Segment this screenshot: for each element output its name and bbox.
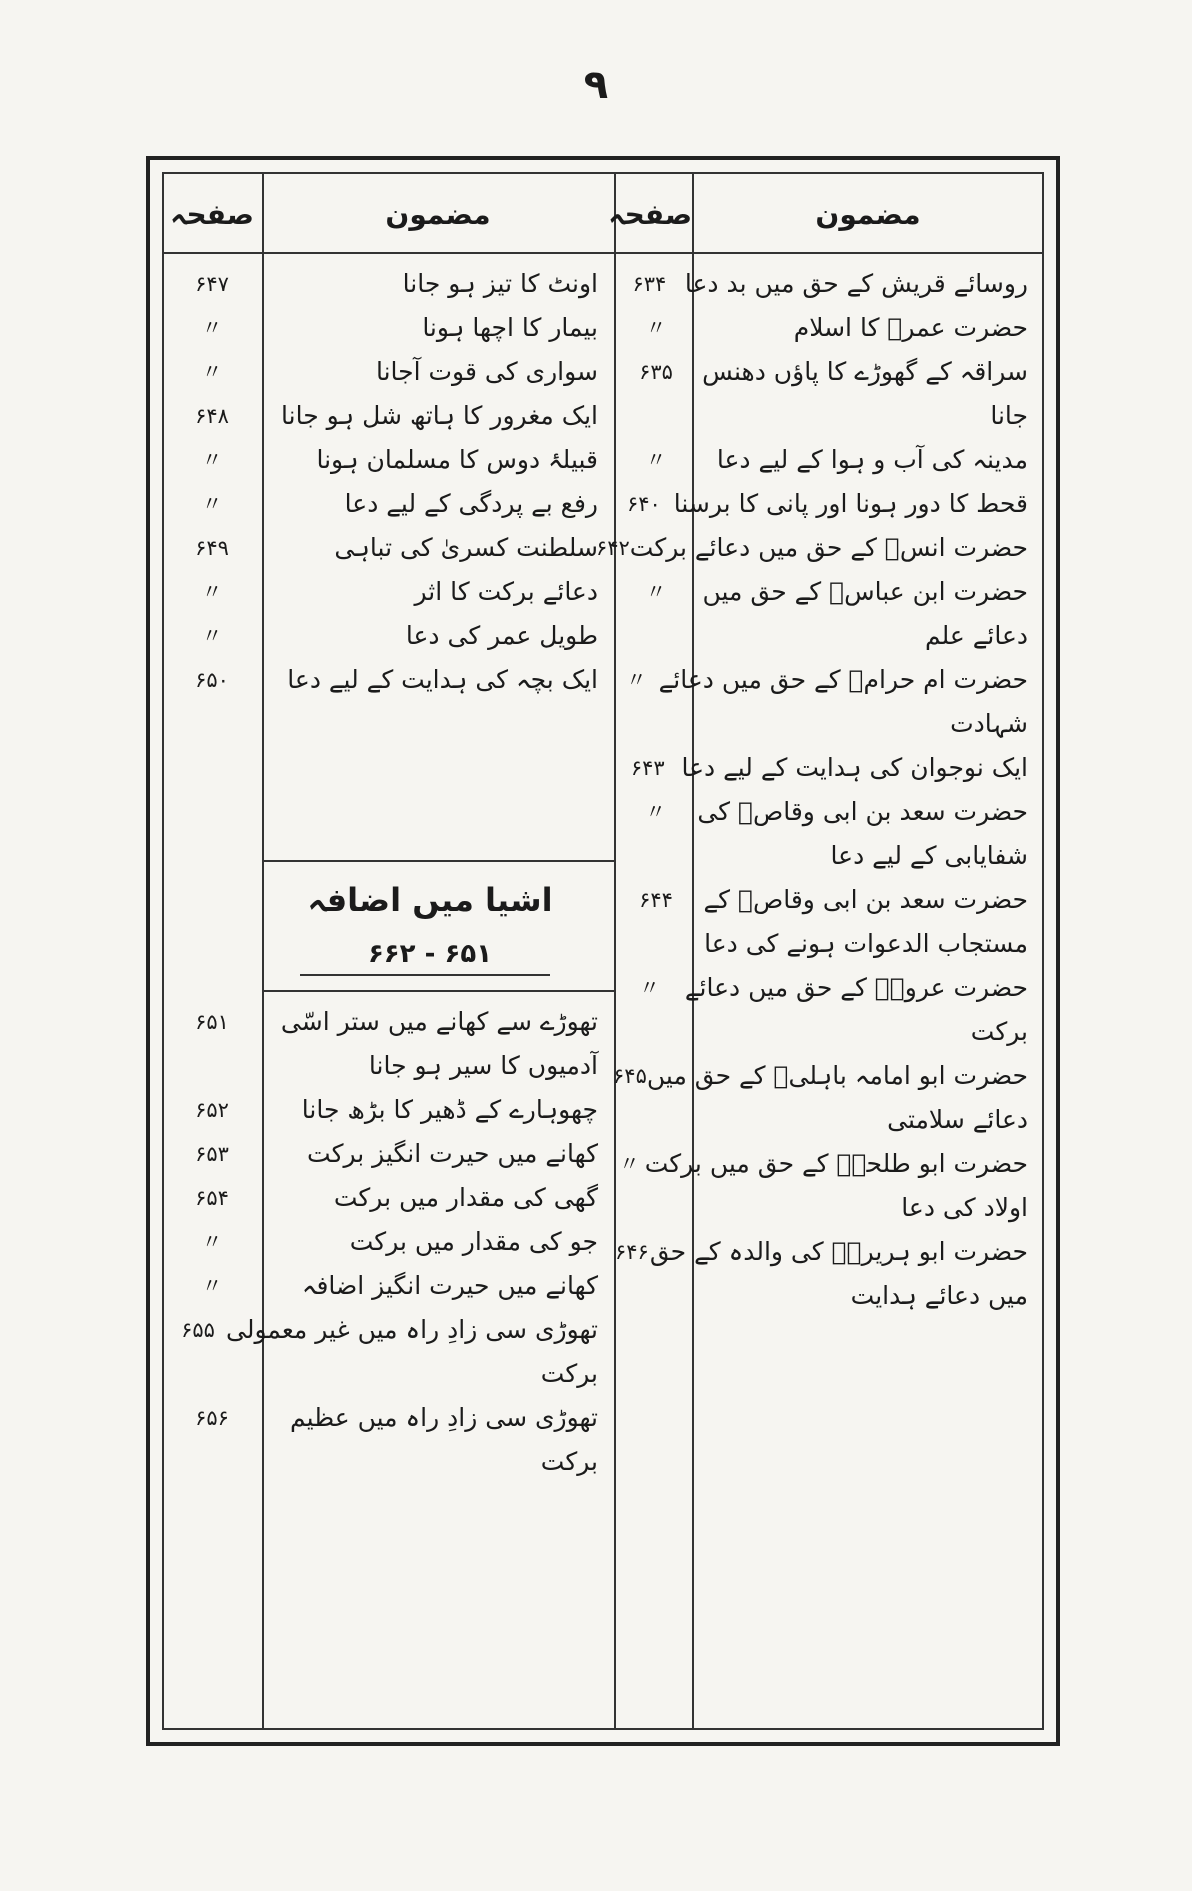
right-column (595, 262, 1036, 1318)
index-row (170, 1176, 606, 1220)
topic: برکت (540, 1359, 598, 1388)
topic: قحط کا دور ہونا اور پانی کا برسنا (673, 489, 1028, 518)
index-row (170, 1308, 606, 1352)
page-ref: 〃 (201, 448, 223, 472)
section-bottom-line (262, 990, 614, 992)
page-ref: ۶۴۷ (195, 272, 229, 296)
topic: چھوہارے کے ڈھیر کا بڑھ جانا (301, 1095, 598, 1124)
topic: رفع بے پردگی کے لیے دعا (344, 489, 598, 518)
index-row (170, 1132, 606, 1176)
page-ref: 〃 (201, 1230, 223, 1254)
topic: شفایابی کے لیے دعا (830, 841, 1028, 870)
topic: کھانے میں حیرت انگیز برکت (307, 1139, 598, 1168)
topic: حضرت سعد بن ابی وقاصؓ کے (703, 885, 1028, 914)
index-row (614, 570, 1036, 614)
page-ref: ۶۵۱ (195, 1010, 229, 1034)
topic: کھانے میں حیرت انگیز اضافہ (301, 1271, 598, 1300)
section-page-range: ۶۵۱ - ۶۶۲ (367, 939, 493, 969)
page-ref: 〃 (201, 580, 223, 604)
page-ref (614, 834, 698, 878)
index-row (614, 790, 1036, 834)
topic: دعائے سلامتی (887, 1105, 1028, 1134)
topic: ایک بچہ کی ہدایت کے لیے دعا (287, 665, 598, 694)
topic: اولاد کی دعا (901, 1193, 1028, 1222)
page-ref (614, 702, 698, 746)
index-row (614, 966, 1036, 1010)
topic: سلطنت کسریٰ کی تباہی (334, 533, 598, 562)
index-row (170, 306, 606, 350)
index-row (614, 614, 1036, 658)
page-ref: 〃 (201, 492, 223, 516)
header-left-page: صفحہ (170, 198, 254, 231)
index-row (614, 1098, 1036, 1142)
page-ref: ۶۴۲ (595, 536, 630, 560)
topic: دعائے علم (924, 621, 1028, 650)
index-row (170, 1440, 606, 1484)
topic: مستجاب الدعوات ہونے کی دعا (704, 929, 1028, 958)
index-row (170, 1220, 606, 1264)
index-row (614, 438, 1036, 482)
page-ref: ۶۵۴ (195, 1186, 229, 1210)
index-row (614, 306, 1036, 350)
index-row (614, 1186, 1036, 1230)
index-row (170, 614, 606, 658)
section-top-line (262, 860, 614, 862)
page-ref: ۶۴۳ (630, 756, 665, 780)
page-ref: 〃 (201, 316, 223, 340)
index-row (170, 350, 606, 394)
topic: جانا (990, 401, 1028, 430)
page-ref (614, 1274, 698, 1318)
page-ref (614, 614, 698, 658)
left-column-bottom (170, 1000, 606, 1484)
page-ref: ۶۴۹ (195, 536, 229, 560)
range-underline (300, 974, 550, 976)
index-row (170, 438, 606, 482)
topic: آدمیوں کا سیر ہو جانا (368, 1051, 598, 1080)
page-ref: 〃 (645, 580, 667, 604)
page-number: ۹ (583, 62, 609, 108)
header-right-page: صفحہ (608, 198, 692, 231)
page-ref: 〃 (638, 976, 660, 1000)
page-ref: 〃 (201, 624, 223, 648)
topic: جو کی مقدار میں برکت (349, 1227, 598, 1256)
topic: برکت (970, 1017, 1028, 1046)
index-row (614, 922, 1036, 966)
topic: حضرت ابو ہریرہؓ کی والدہ کے حق (649, 1237, 1028, 1266)
topic: حضرت ابو طلحہؓ کے حق میں برکت (644, 1149, 1028, 1178)
topic: حضرت عمرؓ کا اسلام (793, 313, 1028, 342)
index-row (170, 394, 606, 438)
left-column-top (170, 262, 606, 702)
page-ref (614, 1010, 698, 1054)
page-ref: ۶۴۵ (613, 1064, 647, 1088)
index-row (170, 1264, 606, 1308)
page-ref (614, 1186, 698, 1230)
topic: حضرت ابو امامہ باہلیؓ کے حق میں (646, 1061, 1028, 1090)
topic: تھوڑی سی زادِ راہ میں غیر معمولی (226, 1315, 598, 1344)
topic: روسائے قریش کے حق میں بد دعا (684, 269, 1028, 298)
page-ref: ۶۵۵ (181, 1318, 215, 1342)
page-ref (614, 1098, 698, 1142)
index-row (170, 658, 606, 702)
index-row (170, 1352, 606, 1396)
topic: تھوڑے سے کھانے میں ستر اسّی (280, 1007, 598, 1036)
topic: برکت (540, 1447, 598, 1476)
page-ref: ۶۴۶ (614, 1240, 649, 1264)
topic: قبیلۂ دوس کا مسلمان ہونا (316, 445, 598, 474)
index-row (614, 746, 1036, 790)
topic: مدینہ کی آب و ہوا کے لیے دعا (716, 445, 1028, 474)
topic: اونٹ کا تیز ہو جانا (402, 269, 598, 298)
topic: حضرت انسؓ کے حق میں دعائے برکت (629, 533, 1028, 562)
topic: سواری کی قوت آجانا (375, 357, 598, 386)
header-left-topic: مضمون (385, 198, 491, 231)
topic: گھی کی مقدار میں برکت (333, 1183, 598, 1212)
page-ref: 〃 (618, 1152, 640, 1176)
topic: حضرت ام حرامؓ کے حق میں دعائے (658, 665, 1028, 694)
index-row (170, 1396, 606, 1440)
page-ref: 〃 (645, 448, 667, 472)
header-underline (162, 252, 1044, 254)
index-row (614, 482, 1036, 526)
page-ref: 〃 (645, 800, 667, 824)
page-ref: ۶۴۴ (639, 888, 673, 912)
page-ref (170, 1440, 254, 1484)
index-row (614, 1142, 1036, 1186)
header-right-topic: مضمون (815, 198, 921, 231)
index-row (170, 570, 606, 614)
topic: حضرت عروہؓ کے حق میں دعائے (684, 973, 1028, 1002)
page-ref (614, 922, 698, 966)
index-row (595, 526, 1036, 570)
topic: ایک مغرور کا ہاتھ شل ہو جانا (281, 401, 598, 430)
topic: سراقہ کے گھوڑے کا پاؤں دھنس (702, 357, 1028, 386)
topic: دعائے برکت کا اثر (414, 577, 598, 606)
page-ref: ۶۵۰ (195, 668, 229, 692)
page-ref: 〃 (201, 1274, 223, 1298)
topic: طویل عمر کی دعا (405, 621, 598, 650)
index-row (170, 1044, 606, 1088)
index-row (614, 702, 1036, 746)
page-ref: ۶۳۵ (639, 360, 673, 384)
index-row (614, 1230, 1036, 1274)
index-row (614, 394, 1036, 438)
topic: شہادت (950, 709, 1028, 738)
page-ref: 〃 (625, 668, 647, 692)
index-row (614, 262, 1036, 306)
page-ref (170, 1044, 254, 1088)
topic: حضرت ابن عباسؓ کے حق میں (702, 577, 1028, 606)
page-ref (614, 394, 698, 438)
index-row (614, 1010, 1036, 1054)
page-ref: ۶۴۰ (626, 492, 661, 516)
topic: حضرت سعد بن ابی وقاصؓ کی (697, 797, 1028, 826)
topic: تھوڑی سی زادِ راہ میں عظیم (290, 1403, 598, 1432)
index-row (614, 350, 1036, 394)
index-row (170, 482, 606, 526)
index-row (170, 526, 606, 570)
index-row (614, 1274, 1036, 1318)
index-row (170, 1088, 606, 1132)
page-ref: ۶۵۳ (195, 1142, 229, 1166)
index-row (170, 1000, 606, 1044)
index-row (614, 834, 1036, 878)
index-row (614, 1054, 1036, 1098)
page-ref: 〃 (645, 316, 667, 340)
section-title: اشیا میں اضافہ (307, 881, 553, 919)
topic: بیمار کا اچھا ہونا (422, 313, 598, 342)
index-row (614, 658, 1036, 702)
topic: میں دعائے ہدایت (850, 1281, 1028, 1310)
page-ref: ۶۴۸ (195, 404, 229, 428)
page-ref: ۶۵۲ (195, 1098, 229, 1122)
page-ref: ۶۳۴ (632, 272, 667, 296)
index-row (614, 878, 1036, 922)
page-ref (170, 1352, 254, 1396)
page-ref: ۶۵۶ (195, 1406, 229, 1430)
page-ref: 〃 (201, 360, 223, 384)
topic: ایک نوجوان کی ہدایت کے لیے دعا (681, 753, 1028, 782)
index-row (170, 262, 606, 306)
